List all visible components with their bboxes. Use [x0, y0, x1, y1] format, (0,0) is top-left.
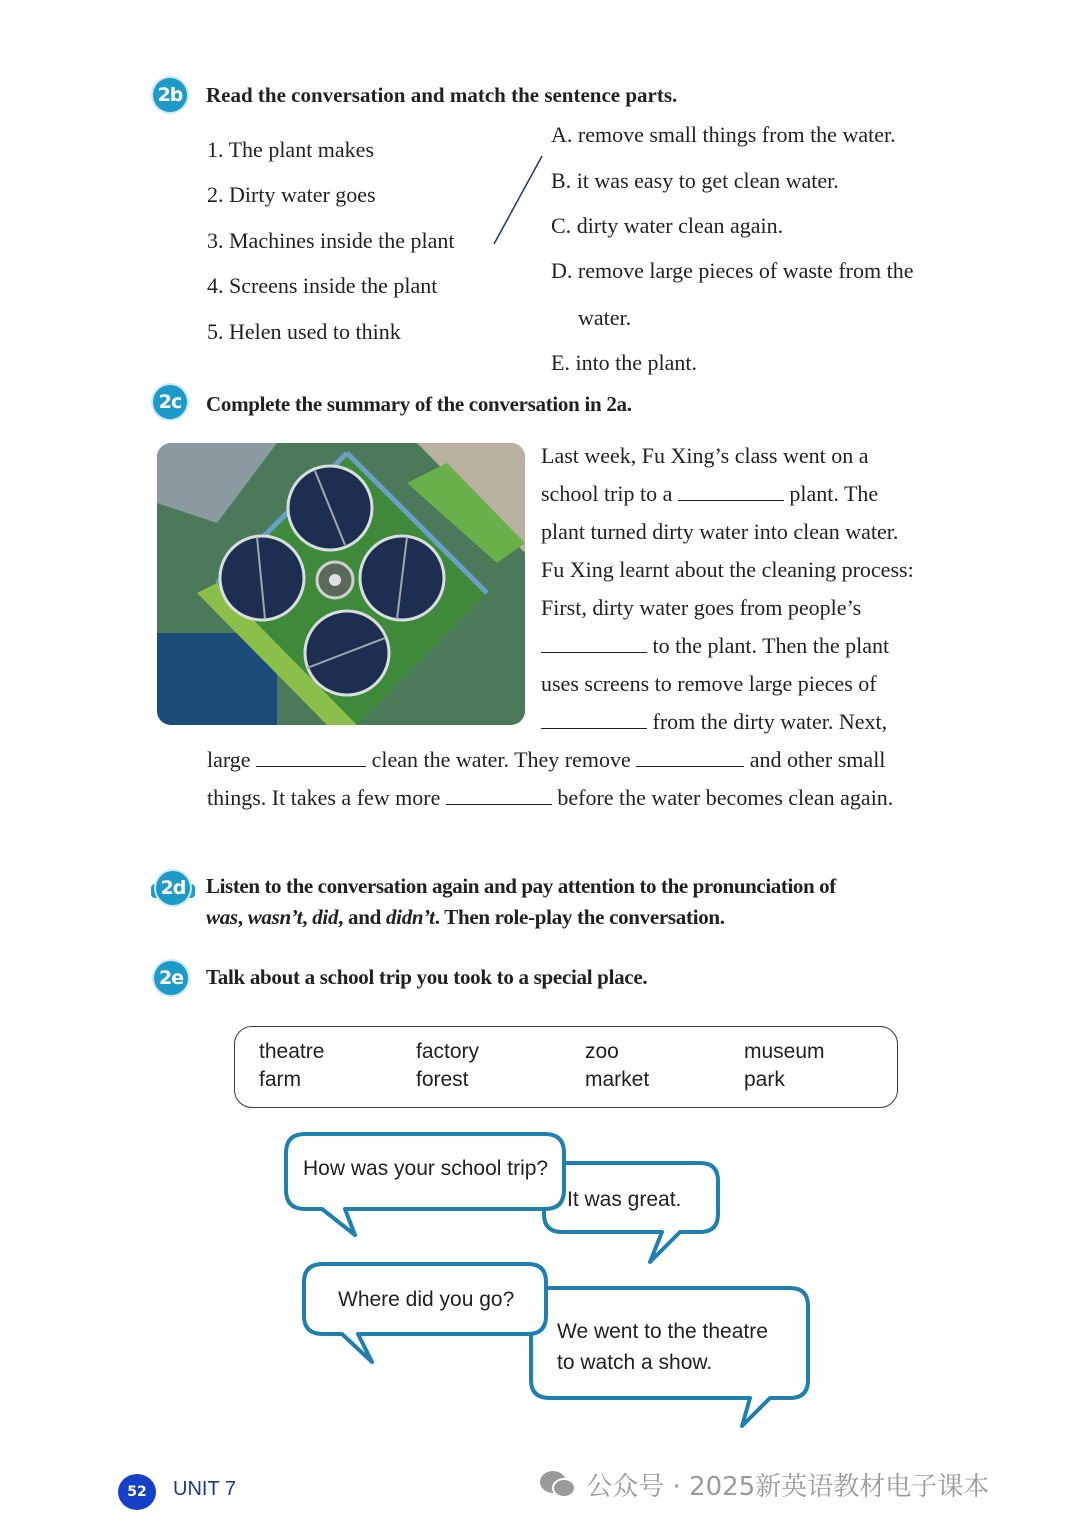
item-text: Dirty water goes [229, 182, 376, 207]
summary-text-span: uses screens to remove large pieces of [541, 671, 877, 696]
item-text: remove large pieces of waste from the [577, 258, 914, 283]
unit-label: UNIT 7 [173, 1478, 236, 1500]
speech-bubble-2 [544, 1163, 718, 1262]
summary-text-span: plant. The [783, 481, 879, 506]
instruction-2d-rest: Then role-play the conversation. [444, 905, 725, 929]
summary-text-span: First, dirty water goes from people’s [541, 595, 862, 620]
item-text: it was easy to get clean water. [576, 168, 839, 193]
italic-word: didn’t [385, 905, 435, 929]
item-text: Machines inside the plant [229, 228, 455, 253]
summary-text-span: to the plant. Then the plant [647, 633, 890, 658]
summary-text-span: things. It takes a few more [207, 785, 446, 810]
section-badge-2d: 2d [156, 871, 190, 905]
word-bank-item: museum [744, 1040, 825, 1063]
section-badge-2c: 2c [153, 385, 187, 419]
speech-bubble-3 [304, 1264, 546, 1362]
italic-word: did [312, 905, 339, 929]
item-text: dirty water clean again. [576, 213, 784, 238]
bubble-text-question-1: How was your school trip? [303, 1157, 549, 1180]
word-bank-item: forest [416, 1068, 469, 1091]
italic-word: wasn’t [247, 905, 303, 929]
item-text: Screens inside the plant [229, 273, 438, 298]
instruction-2d-line2: was, wasn’t, did, and didn’t. Then role-play the conversation. [206, 905, 725, 929]
page-number-badge: 52 [118, 1474, 156, 1510]
instruction-2d-line1: Listen to the conversation again and pay attention to the pronunciation of [206, 874, 836, 898]
bubble-text-answer-2-line1: We went to the theatre [557, 1320, 768, 1343]
instruction-2c: Complete the summary of the conversation in 2a. [206, 392, 632, 416]
word-bank-item: zoo [585, 1040, 619, 1063]
summary-text-span: school trip to a [541, 481, 678, 506]
section-badge-2b: 2b [153, 78, 187, 112]
item-text: The plant makes [228, 137, 375, 162]
item-text: into the plant. [575, 350, 698, 375]
watermark [538, 1466, 989, 1503]
item-text: remove small things from the water. [577, 122, 896, 147]
word-bank-item: market [585, 1068, 650, 1091]
speech-bubble-1 [286, 1134, 564, 1235]
summary-text-span: Fu Xing learnt about the cleaning process: [541, 557, 914, 582]
item-text: water. [578, 305, 632, 330]
summary-text-span: large [207, 747, 257, 772]
word-bank-item: park [744, 1068, 785, 1091]
summary-text-span: plant turned dirty water into clean water. [541, 519, 899, 544]
instruction-2e: Talk about a school trip you took to a special place. [206, 965, 648, 989]
item-letter: E. [551, 350, 570, 375]
summary-text-span: clean the water. They remove [366, 747, 637, 772]
item-number: 5. [207, 319, 224, 344]
summary-text-span: Last week, Fu Xing’s class went on a [541, 443, 869, 468]
bubble-text-answer-1: It was great. [567, 1188, 682, 1211]
word-bank-item: factory [416, 1040, 480, 1063]
item-number: 1. [207, 137, 224, 162]
summary-text-span: before the water becomes clean again. [551, 785, 894, 810]
item-letter: D. [551, 258, 573, 283]
instruction-2b: Read the conversation and match the sentence parts. [206, 83, 678, 107]
section-badge-2e: 2e [154, 961, 188, 995]
item-letter: A. [551, 122, 573, 147]
item-number: 2. [207, 182, 224, 207]
item-letter: C. [551, 213, 572, 238]
summary-text-span: from the dirty water. Next, [647, 709, 888, 734]
italic-word: was [206, 905, 238, 929]
watermark-text: 公众号 · 2025新英语教材电子课本 [586, 1472, 990, 1502]
item-number: 3. [207, 228, 224, 253]
bubble-text-question-2: Where did you go? [338, 1288, 515, 1311]
bubble-text-answer-2-line2: to watch a show. [557, 1351, 713, 1374]
item-text: Helen used to think [229, 319, 401, 344]
wechat-icon [538, 1468, 578, 1500]
word-bank-item: farm [259, 1068, 301, 1091]
word-bank-item: theatre [259, 1040, 325, 1063]
item-number: 4. [207, 273, 224, 298]
item-letter: B. [551, 168, 572, 193]
summary-text-span: and other small [744, 747, 886, 772]
